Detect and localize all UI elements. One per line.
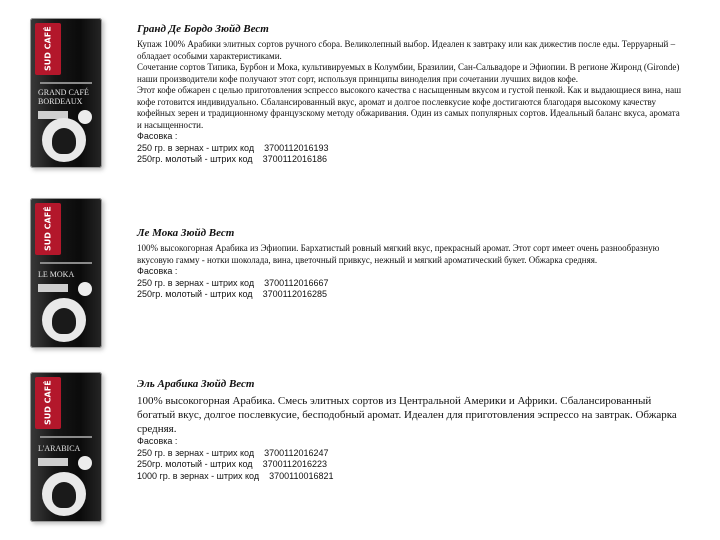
packaging-item: 1000 гр. в зернах - штрих код (137, 470, 260, 481)
coffee-package-image (30, 18, 102, 168)
packaging-row (137, 143, 685, 155)
packaging-label: Фасовка : (137, 266, 178, 276)
product-title: Ле Мока Зюйд Вест (137, 227, 235, 239)
packaging-item: 250 гр. в зернах - штрих код (137, 447, 255, 458)
product-description (137, 377, 685, 482)
barcode-value: 3700112016667 (264, 277, 329, 288)
description-paragraph: Этот кофе обжарен с целью приготовления эспрессо высокого качества с насыщенным вкусом и густой пенкой. Как и выдающиеся вина, наш кофе готовится индивидуально. Сбалансированный вкус, аромат и долгое послевкусие кофе достигаются благодаря высокому качеству кофейных зерен и традиционному французскому методу обжаривания. Один из самых популярных сортов. Идеальный баланс вкуса, аромата и насыщенности. (137, 85, 682, 130)
packaging-item: 250гр. молотый - штрих код (137, 459, 253, 469)
product-description (137, 226, 685, 301)
product-title: Эль Арабика Зюйд Вест (137, 378, 255, 390)
description-paragraph: 100% высокогорная Арабика. Смесь элитных сортов из Центральной Америки и Африки. Сбалансированный богатый вкус, долгое послевкусие, бесподобный аромат. Идеален для приготовления эспрессо на завтрак. Обжарка средняя. (137, 395, 677, 435)
barcode-value: 3700112016186 (262, 154, 327, 164)
brand-logo: SUD CAFÉ (35, 203, 61, 255)
packaging-item: 250гр. молотый - штрих код (137, 154, 253, 164)
barcode-value: 3700112016247 (264, 447, 329, 458)
brand-logo: SUD CAFÉ (35, 23, 61, 75)
packaging-row (137, 471, 685, 483)
package-name-line: LE MOKA (38, 270, 75, 279)
barcode-value: 3700112016193 (264, 142, 329, 153)
packaging-label: Фасовка : (137, 436, 178, 446)
package-name-line: BORDEAUX (38, 97, 83, 106)
packaging-item: 250гр. молотый - штрих код (137, 289, 253, 299)
description-paragraph: Сочетание сортов Типика, Бурбон и Мока, культивируемых в Колумбии, Бразилии, Сан-Сальвадоре и Эфиопии. В регионе Жиронд (Gironde) наши производители кофе получают этот сорт, используя принципы виноделия при сочетании лучших видов кофе. (137, 62, 680, 84)
coffee-package-image (30, 372, 102, 522)
coffee-package-image (30, 198, 102, 348)
product-title: Гранд Де Бордо Зюйд Вест (137, 23, 269, 35)
packaging-item: 250 гр. в зернах - штрих код (137, 142, 255, 153)
portrait-illustration (42, 118, 86, 162)
description-paragraph: Купаж 100% Арабики элитных сортов ручного сбора. Великолепный выбор. Идеален к завтраку или как дижестив после еды. Терруарный – обладает особыми характеристиками. (137, 39, 676, 61)
portrait-illustration (42, 472, 86, 516)
packaging-row (137, 154, 685, 166)
brand-logo: SUD CAFÉ (35, 377, 61, 429)
description-paragraph: 100% высокогорная Арабика из Эфиопии. Бархатистый ровный мягкий вкус, прекрасный аромат. Этот сорт имеет очень разнообразную вкусовую гамму - нотки шоколада, вина, цветочный привкус, нежный и мягкий ароматический букет. Обжарка средняя. (137, 243, 660, 265)
packaging-row (137, 278, 685, 290)
packaging-label: Фасовка : (137, 131, 178, 141)
packaging-row (137, 289, 685, 301)
package-name-line: GRAND CAFÉ (38, 88, 89, 97)
barcode-value: 3700110016821 (269, 470, 334, 481)
package-name-line: L'ARABICA (38, 444, 81, 453)
product-description (137, 22, 685, 166)
packaging-row (137, 459, 685, 471)
portrait-illustration (42, 298, 86, 342)
packaging-row (137, 448, 685, 460)
packaging-item: 250 гр. в зернах - штрих код (137, 277, 255, 288)
barcode-value: 3700112016285 (262, 289, 327, 299)
barcode-value: 3700112016223 (262, 459, 327, 469)
